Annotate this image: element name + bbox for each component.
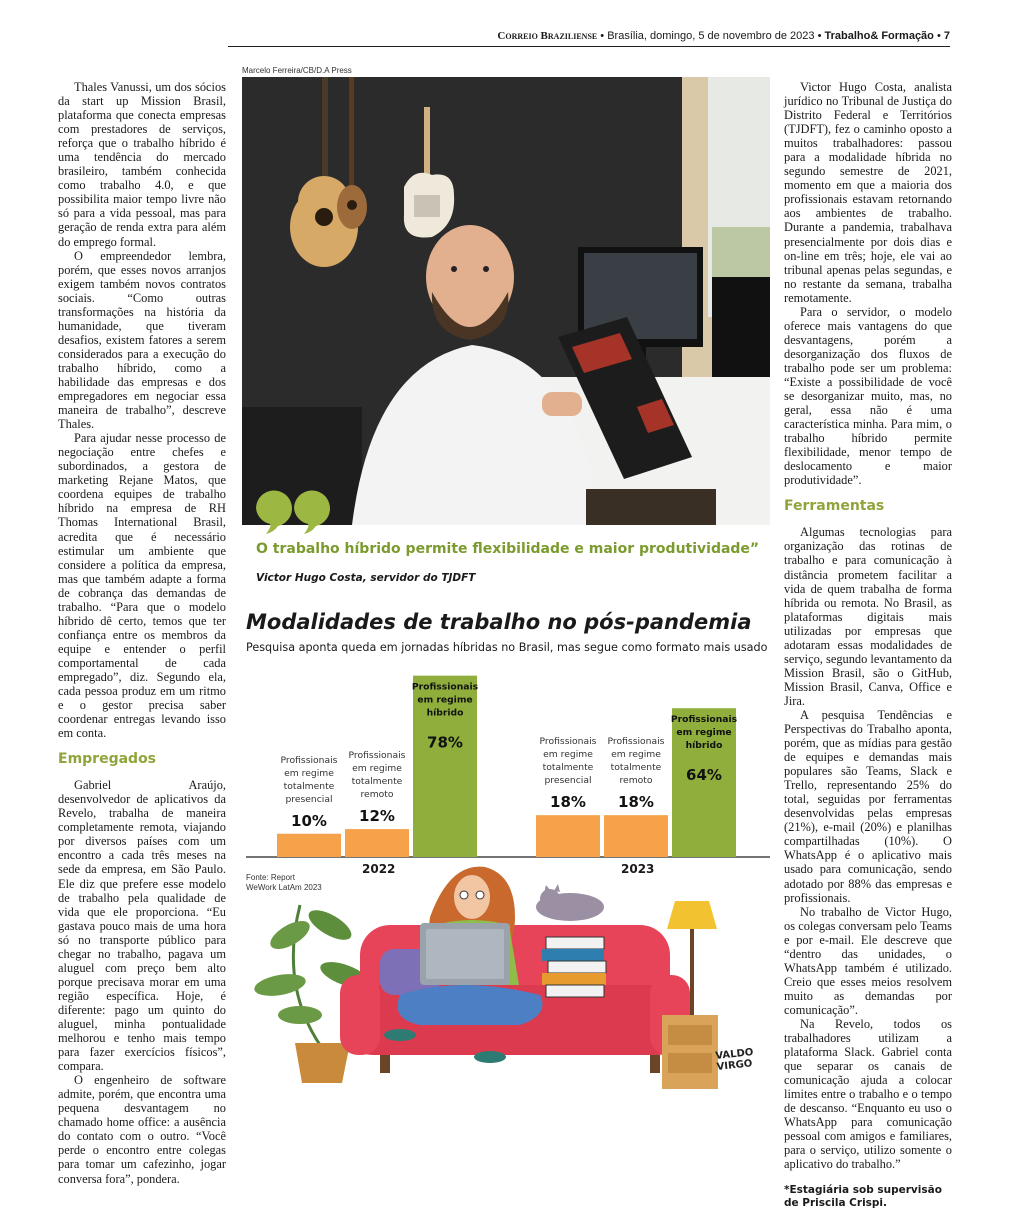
bar-category-label: presencial — [544, 775, 592, 787]
source-line-1: Fonte: Report — [246, 873, 295, 882]
bar-category-label: em regime — [611, 749, 661, 761]
bar-value-label: 10% — [291, 811, 327, 830]
signature-line-2: VIRGO — [716, 1058, 753, 1073]
paragraph: Para ajudar nesse processo de negociação entre chefes e subordinados, a gestora de marketing Rejane Matos, que coordena equipes de trabalho híbrido na empresa de RH Thomas International Brasil, acredita que é necessário estimular um ambiente que considere a política da empresa, mas que também adapte a forma de cobrança das demandas de trabalho. “Para que o modelo híbrido dê certo, temos que ter confiança entre os membros da equipe e entender o perfil comportamental de cada empregado”, diz. Segundo ela, cada pessoa produz em um ritmo e o gestor precisa saber coordenar entregas levando isso em conta. — [58, 431, 226, 741]
header-section: Trabalho& Formação — [824, 30, 934, 42]
bar-2022-presencial — [277, 834, 341, 857]
photo-illustration — [242, 77, 770, 525]
paragraph: Na Revelo, todos os trabalhadores utilizam a plataforma Slack. Gabriel conta que separar os canais de comunicação ajuda a colocar limites entre o trabalho e o tempo de descanso. “Enquanto eu uso o WhatsApp para comunicação pessoal com amigos e familiares, para o serviço, utilizo somente o aplicativo do trabalho.” — [784, 1017, 952, 1172]
bar-category-label: totalmente — [610, 762, 662, 774]
bar-value-label: 18% — [550, 793, 586, 812]
main-photo — [242, 77, 770, 525]
bar-category-label: remoto — [360, 789, 394, 801]
author-credit-line-2: de Priscila Crispi. — [784, 1196, 888, 1209]
infographic-title: Modalidades de trabalho no pós-pandemia — [246, 610, 752, 634]
bar-category-label: presencial — [285, 793, 333, 805]
bar-value-label: 18% — [618, 793, 654, 812]
paragraph: O engenheiro de software admite, porém, que encontra uma pequena desvantagem no chamado home office: a ausência do contato com o outro. “Você perde o encontro entre colegas para tomar um cafezinho, jogar conversa fora”, pondera. — [58, 1073, 226, 1186]
paragraph: No trabalho de Victor Hugo, os colegas conversam pelo Teams e por e-mail. Ele descreve que “dentro das unidades, o WhatsApp também é utilizado. Creio que esses meios resolvem muito as demandas por comunicação”. — [784, 904, 952, 1017]
header-rule — [228, 46, 950, 47]
right-column — [784, 80, 952, 1210]
author-credit — [784, 1184, 952, 1210]
subhead-empregados: Empregados — [58, 751, 157, 768]
subhead-ferramentas: Ferramentas — [784, 498, 885, 515]
paragraph: Thales Vanussi, um dos sócios da start up Mission Brasil, plataforma que conecta empresas com prestadores de serviços, reforça que o trabalho híbrido é uma tendência do mercado brasileiro, também conhecida como trabalho 4.0, e que possibilita maior tempo livre não só para a vida pessoal, mas para geração de renda extra para além do emprego formal. — [58, 80, 226, 249]
bar-category-label: Profissionais — [607, 736, 665, 748]
bar-value-label: 78% — [427, 733, 463, 752]
bar-value-label: 64% — [686, 766, 722, 785]
year-label-2023: 2023 — [621, 862, 655, 876]
bar-category-label: Profissionais — [539, 736, 597, 748]
bar-category-label: Profissionais — [411, 681, 479, 693]
bar-category-label: remoto — [619, 775, 653, 787]
bar-category-label: em regime — [676, 727, 732, 739]
bar-category-label: híbrido — [685, 740, 723, 752]
page-number: 7 — [943, 30, 950, 42]
books-stack-icon — [542, 937, 606, 997]
cat-icon — [536, 884, 604, 921]
signature-line-1: VALDO — [714, 1047, 754, 1062]
bar-category-label: Profissionais — [280, 754, 338, 766]
bar-category-label: em regime — [543, 749, 593, 761]
paragraph: A pesquisa Tendências e Perspectivas do Trabalho aponta, porém, que as mídias para gestão de equipes e demandas mais populares são Teams, Slack e Trello, representando 25% do total, seguidas por ferramentas desenvolvidas pelas empresas (21%), e-mail (20%) e planilhas compartilhadas (10%). O WhatsApp é o aplicativo mais usado para comunicação, sendo adotado por 88% das empresas e profissionais. — [784, 707, 952, 905]
bar-value-label: 12% — [359, 807, 395, 826]
pull-quote: O trabalho híbrido permite flexibilidade e maior produtividade” — [256, 541, 760, 557]
bar-category-label: Profissionais — [348, 750, 406, 762]
quote-mark-icon — [254, 486, 330, 534]
newspaper-brand: Correio Braziliense — [497, 30, 598, 42]
paragraph: Gabriel Araújo, desenvolvedor de aplicativos da Revelo, trabalha de maneira completamente remota, viajando por diversos países com um encontro a cada três meses na sede da empresa, em São Paulo. Ele diz que prefere esse modelo de trabalho pela qualidade de vida que ele proporciona. “Eu gastava pouco mais de uma hora só no transporte público para chegar no trabalho, pagava um aluguel com preço bem alto porque precisava morar em uma região específica. Hoje, é diferente: pago um quinto do aluguel, minha pontualidade melhorou e tenho mais tempo para fazer exercícios físicos”, compara. — [58, 778, 226, 1074]
paragraph: Victor Hugo Costa, analista jurídico no Tribunal de Justiça do Distrito Federal e Territórios (TJDFT), fez o caminho oposto a muitos trabalhadores: passou para a modalidade híbrida no segundo semestre de 2021, momento em que a maioria dos profissionais estavam retornando aos ambientes de trabalho. Durante a pandemia, trabalhava presencialmente por dois dias e on-line em três; hoje, ele vai ao tribunal apenas pelas segundas, e no restante da semana, trabalha remotamente. — [784, 80, 952, 305]
illustrator-signature — [715, 1047, 755, 1073]
author-credit-line-1: *Estagiária sob supervisão — [784, 1183, 942, 1196]
bar-category-label: Profissionais — [670, 714, 738, 726]
paragraph: Para o servidor, o modelo oferece mais vantagens do que desvantagens, porém a desorganização dos fluxos de trabalho pode ser um problema: “Existe a possibilidade de você se desorganizar muito, mas, no geral, essa não é uma característica minha. Para mim, o trabalho híbrido permite flexibilidade, menor tempo de deslocamento e maior produtividade”. — [784, 304, 952, 488]
bar-2023-presencial — [536, 815, 600, 857]
bar-category-label: em regime — [352, 763, 402, 775]
infographic-subtitle: Pesquisa aponta queda em jornadas híbridas no Brasil, mas segue como formato mais usado — [246, 641, 768, 654]
bar-category-label: totalmente — [542, 762, 594, 774]
bar-chart — [246, 660, 770, 860]
year-label-2022: 2022 — [362, 862, 396, 876]
bar-category-label: em regime — [417, 694, 473, 706]
illustration-woman-on-sofa — [250, 865, 770, 1095]
paragraph: Algumas tecnologias para organização das rotinas de trabalho e para comunicação à distância prometem facilitar a vida de quem trabalha de forma híbrida ou remota. No Brasil, as plataformas digitais mais utilizadas por empresas que adotaram essas modalidades de serviço, segundo levantamento da Mission Brasil, são o GitHub, Mission Brasil, Canva, Office e Jira. — [784, 525, 952, 708]
source-line-2: WeWork LatAm 2023 — [246, 883, 322, 892]
bar-2023-remoto — [604, 815, 668, 857]
pull-quote-author: Victor Hugo Costa, servidor do TJDFT — [256, 572, 476, 584]
paragraph: O empreendedor lembra, porém, que esses novos arranjos exigem também novos contratos sociais. “Como outras transformações na história da humanidade, que tiveram desafios, existem fatores a serem considerados para a execução do trabalho híbrido, como a habilidade das empresas e dos empregadores em negociar essa maneira de trabalho”, descreve Thales. — [58, 248, 226, 432]
bar-category-label: híbrido — [426, 707, 464, 719]
photo-credit: Marcelo Ferreira/CB/D.A Press — [242, 66, 352, 75]
bar-category-label: totalmente — [351, 776, 403, 788]
bar-2022-remoto — [345, 829, 409, 857]
header-separator: • — [933, 30, 944, 42]
bar-category-label: totalmente — [283, 780, 335, 792]
header-date: • Brasília, domingo, 5 de novembro de 2023 • — [597, 30, 825, 42]
bar-category-label: em regime — [284, 767, 334, 779]
left-column — [58, 80, 226, 1186]
page-header — [228, 30, 950, 44]
